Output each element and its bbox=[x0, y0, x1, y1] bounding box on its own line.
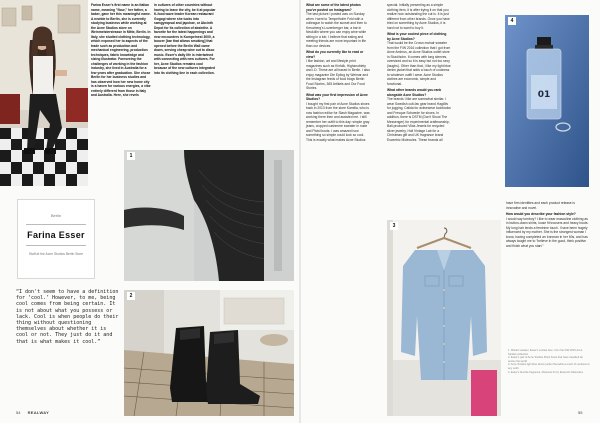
sweater-illustration bbox=[124, 150, 294, 281]
perfume-illustration bbox=[505, 15, 589, 187]
caption-2: 2. Esser's pair of Acne Studios Pistol boots that have travelled far across the world bbox=[508, 356, 583, 363]
pull-quote: “I don't seem to have a definition for ‘cool.’ However, to me, being cool comes from being certain. It is not about what you possess or lack. Cool is when people do their thing without questioning themselves about whether it is cool or not. They just do it and that is what makes it cool.” bbox=[16, 289, 119, 345]
name-card-role: Staff at the Acne Studios Berlin Store bbox=[28, 252, 84, 256]
qa-answer-1: The last picture I posted was on Sunday when I went to Tempelhofer Feld with a colleague to watch the sunset and then to Kreuzberg's Luzenberger bar, a bar in Neukölln where you can enjoy wine while sitting in a tub. I believe that eating and meeting friends are more important in life than our devices. bbox=[306, 12, 367, 48]
photo-number-2: 2 bbox=[127, 292, 135, 300]
qa-question-5: What other brands would you rank alongside Acne Studios? bbox=[387, 88, 442, 97]
qa-question-4: What is your coolest piece of clothing by Acne Studios? bbox=[387, 32, 447, 41]
caption-4: 4. Esser's favorite fragrance, Molecule 01 by Escentric Molecules bbox=[508, 370, 583, 374]
article-column-5 bbox=[506, 201, 590, 248]
photo-captions bbox=[508, 349, 590, 374]
article-column-3 bbox=[306, 3, 370, 142]
article-column-1 bbox=[91, 3, 151, 98]
name-card-rule-top bbox=[26, 224, 86, 225]
qa-answer-4: That would be the Crown mohair sweater from the F/W 2016 collection that I got from Anne Ambrus, an Acne Studios outlet store in Stockholm. It comes with long sleeves, oversized and so it is easy but not too sexy (laughs). Other than that, I like my light blue denim jacket that adds a touch of coolness to whatever outfit I wear. Acne Studios clothes are economic, simple and functional. bbox=[387, 41, 451, 86]
qa-question-2: What do you currently like to read or view? bbox=[306, 50, 364, 59]
name-card-name: Farina Esser bbox=[27, 230, 85, 240]
left-page-number: 54 bbox=[16, 410, 21, 415]
jacket-illustration bbox=[387, 220, 501, 416]
magazine-name: REALWAY bbox=[27, 410, 50, 415]
perfume-photo bbox=[505, 15, 589, 187]
article-column-4 bbox=[387, 3, 451, 142]
qa-answer-3: I bought my first pair of Acne Studios shoes back in 2013 from the store Kamilla, who is now fashion editor for Slash Magazine, was working there then and assisted me. I still remember her outfit to this day: simple gray jeans, cropped cashmere sweater in nude and Pistol boots. I was amazed how something so simple could look so cool. This is exactly what makes Acne Studios bbox=[306, 101, 370, 142]
spine-gutter bbox=[299, 0, 301, 423]
left-folio bbox=[16, 410, 49, 415]
intro-paragraph-2: in cultures of other countries without having to leave the city, be it at popular K-food wave leader Korean restaurant Gogogi where she tucks into samgyeopsal and japchae, or Abcinth Depot for its collection of absinthe. A favorite for the latest happenings and new encounters is Kumpelnest 3000, a boozer [bar that allows smoking] that opened before the Berlin Wall came down, serving cheap wine out to disco music. Esser's daily life is intertwined with connecting with new cultures. For her, Acne Studios remains cool because of the new cultures integrated into its clothing line in each collection. bbox=[154, 3, 216, 75]
portrait-illustration bbox=[0, 0, 88, 186]
photo-number-4: 4 bbox=[508, 17, 516, 25]
qa-answer-6: I would say tomboy? I like to wear masculine clothing as in button-down shirts, loose fit trousers and heavy boots. My long hair lends a feminine touch. I have been hugely influenced by my mother. She is the strongest woman I know, having completed an Ironman in her 60s, and has always taught me to "believe in the good, think positive and finish what you start." bbox=[506, 216, 589, 248]
right-page-number: 55 bbox=[578, 410, 583, 415]
jacket-photo bbox=[387, 220, 501, 416]
qa-answer-3-continued: special. Initially presenting as a simple clothing item, it is after trying it on that you realize how outstanding the cut is. It is just different from other brands. Once you have tried on something by Acne Studios, it is hard not to want to buy it. bbox=[387, 3, 450, 30]
qa-answer-5: The brands I like are somewhat similar. I wear Swedish cult-fav gear brand Haglöfs for jogging, Calida for activewear lookbooks and Fresque Schwede for shoes. In addition, there is DSTM (Don't Shoot The Messenger) for experimental craftmanship, Bali-produced Vilas Jewels for recycled silver jewelry, Holl Vintage Lab for a Christmas gift and UK fragrance brand Escentric Molecules. These brands all bbox=[387, 97, 451, 142]
intro-paragraph-1: Farina Esser's first name is an Italian name, meaning "flour," her father, a baker, gave her this meaningful name. A newbie to Berlin, she is currently studying business while working at the Acne Studios store on Weinmeisterstrasse in Mitte, Berlin. In Italy, she studied clothing technology, which exposed her to aspects of the trade such as production and mechanical engineering, production techniques, fabric knowledge and sizing illustrator. Foreseeing the challenges of working in the fashion industry, she lived in Australia for a few years after graduation. She chose Berlin for her business studies and has observed how her new home city is a haven for various energies, a vibe entirely different from those in Italy and Australia. Here, she revels bbox=[91, 3, 151, 97]
qa-answer-5-continued: have firm identities and each product release is innovative and novel. bbox=[506, 201, 575, 210]
boots-illustration bbox=[124, 290, 294, 416]
caption-1: 1. Mohair sweater, Esser's coolest item, from the F/W 2016 Acne Studios collection bbox=[508, 349, 583, 356]
qa-question-6: How would you describe your fashion style? bbox=[506, 212, 576, 216]
article-column-2 bbox=[154, 3, 216, 75]
caption-3: 3. Acne Studios light blue denim jacket that adds a touch of coolness to any outfit bbox=[508, 363, 590, 370]
qa-question-1: What are some of the latest photos you've posted on Instagram? bbox=[306, 3, 361, 12]
qa-answer-2: I like fashion, art and lifestyle print magazines such as Kinfolk, Highsnobiety and i-D. These are all based in Berlin. I also enjoy magazine Die Epilog by Weimar and the Instagram feeds of food blogs Berlin Food Stories, 365 Artikels and Our Food Stories. bbox=[306, 59, 370, 90]
photo-number-1: 1 bbox=[127, 152, 135, 160]
boots-photo bbox=[124, 290, 294, 416]
name-card-rule-bottom bbox=[26, 245, 86, 246]
photo-number-3: 3 bbox=[390, 222, 398, 230]
sweater-photo bbox=[124, 150, 294, 281]
portrait-photo bbox=[0, 0, 88, 186]
name-card-city: Berlin bbox=[50, 213, 62, 218]
qa-question-3: What was your first impression of Acne Studios? bbox=[306, 92, 368, 101]
bottle-label-number: 01 bbox=[537, 90, 551, 100]
name-card bbox=[17, 199, 95, 279]
